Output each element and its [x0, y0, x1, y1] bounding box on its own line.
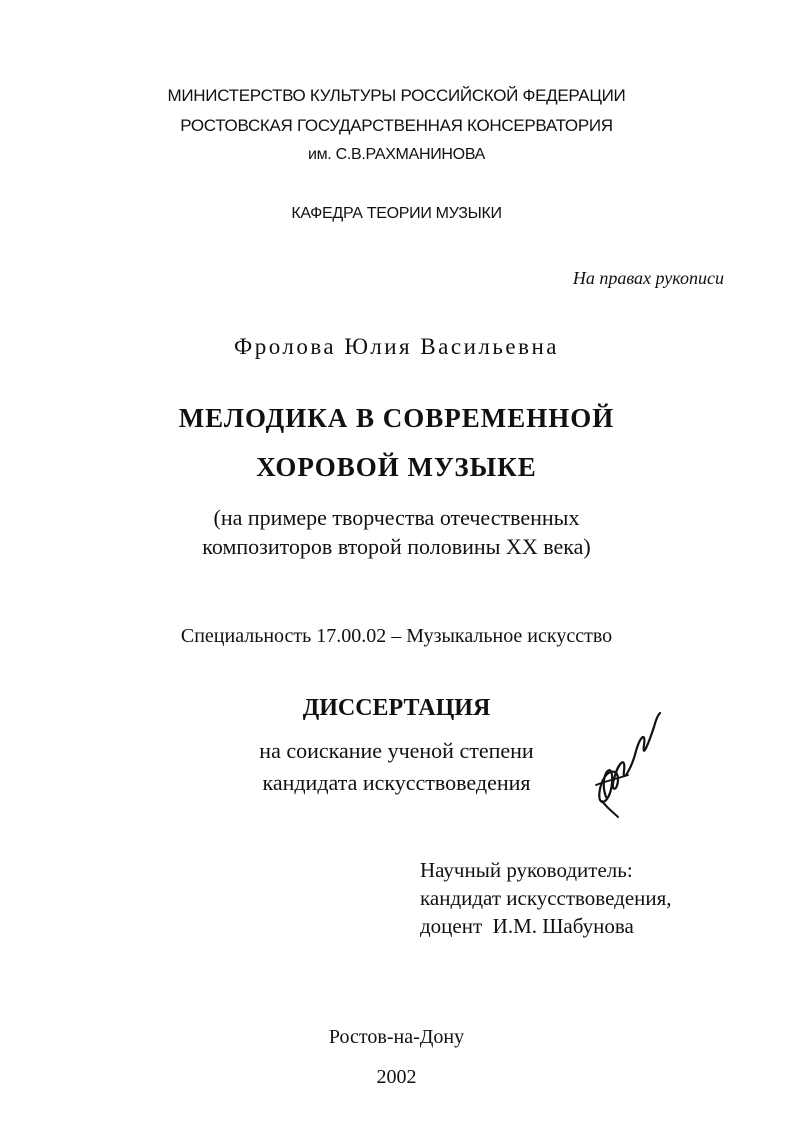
work-type: ДИССЕРТАЦИЯ — [302, 695, 491, 721]
specialty: Специальность 17.00.02 – Музыкальное искусство — [180, 625, 613, 647]
subtitle-line1: (на примере творчества отечественных — [213, 505, 580, 530]
manuscript-note: На правах рукописи — [572, 268, 724, 288]
supervisor-degree: кандидат искусствоведения, — [420, 886, 672, 910]
subtitle-line2: композиторов второй половины XX века) — [202, 534, 591, 559]
dissertation-title-line1: МЕЛОДИКА В СОВРЕМЕННОЙ — [178, 403, 615, 433]
ministry-name: МИНИСТЕРСТВО КУЛЬТУРЫ РОССИЙСКОЙ ФЕДЕРАЦИИ — [167, 86, 626, 105]
degree-line2: кандидата искусствоведения — [262, 770, 531, 795]
conservatory-name: РОСТОВСКАЯ ГОСУДАРСТВЕННАЯ КОНСЕРВАТОРИЯ — [180, 116, 613, 135]
author-name: Фролова Юлия Васильевна — [234, 334, 559, 359]
city: Ростов-на-Дону — [328, 1026, 465, 1048]
dissertation-title-line2: ХОРОВОЙ МУЗЫКЕ — [256, 452, 537, 482]
supervisor-label: Научный руководитель: — [420, 858, 633, 882]
department-name: КАФЕДРА ТЕОРИИ МУЗЫКИ — [291, 205, 502, 222]
conservatory-named-after: им. С.В.РАХМАНИНОВА — [307, 146, 486, 163]
degree-line1: на соискание ученой степени — [259, 738, 534, 763]
author-signature — [588, 705, 668, 825]
year: 2002 — [376, 1066, 417, 1088]
supervisor-name: доцент И.М. Шабунова — [420, 914, 634, 938]
